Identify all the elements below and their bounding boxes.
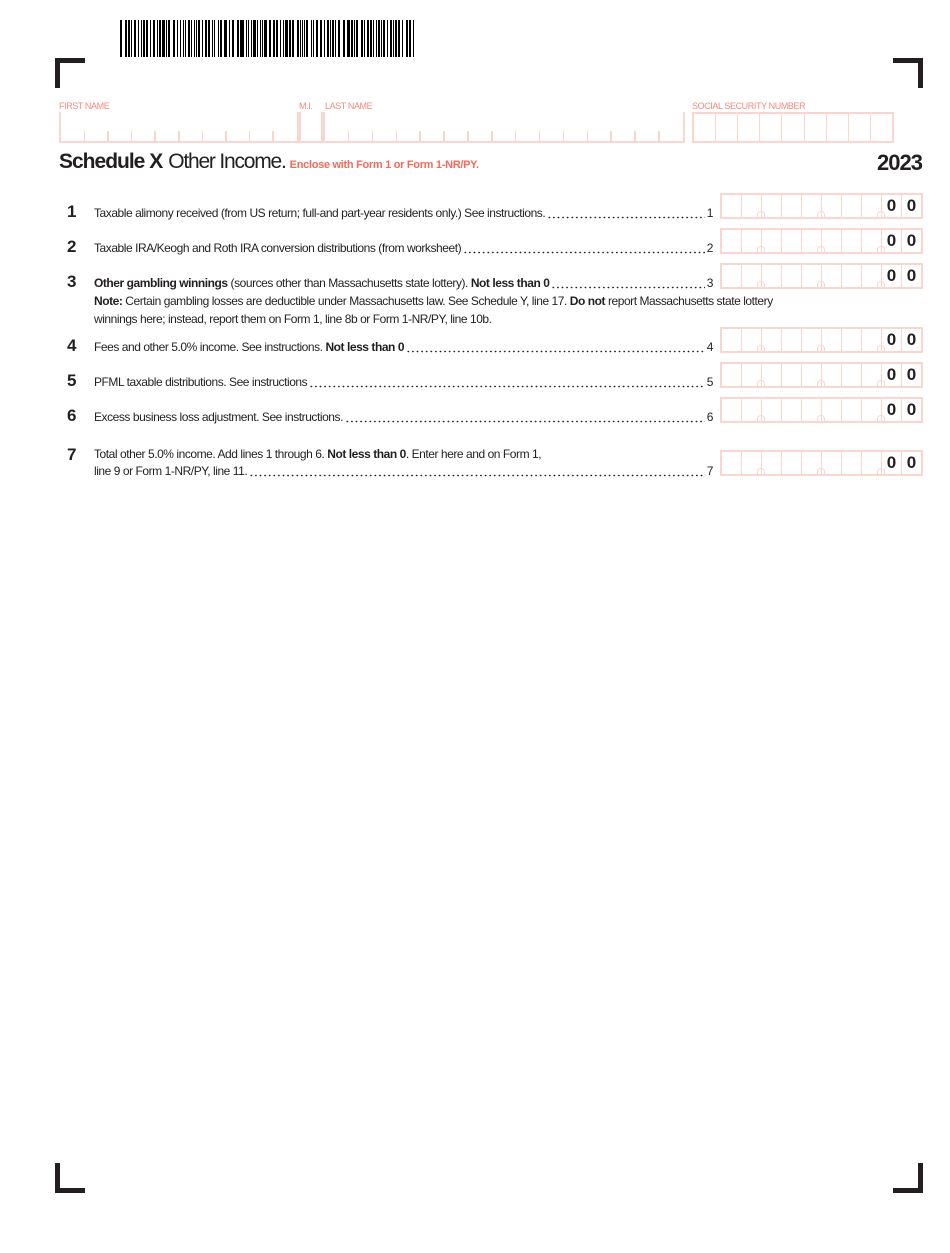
amount-digit-cell <box>782 265 802 287</box>
amount-digit-cell <box>802 265 822 287</box>
barcode-bar <box>398 20 400 57</box>
barcode-bar <box>128 20 129 57</box>
barcode-bar <box>162 20 164 57</box>
corner-mark-br <box>918 1163 923 1193</box>
schedule-subtitle: Other Income. <box>168 150 286 173</box>
barcode-bar <box>413 20 414 57</box>
barcode-bar <box>409 20 410 57</box>
barcode-bar <box>237 20 238 57</box>
text: Excess business loss adjustment. See instructions. <box>94 410 343 424</box>
barcode-bar <box>218 20 219 57</box>
line-text <box>94 338 713 356</box>
field-divider <box>467 131 469 141</box>
barcode-bar <box>283 20 284 57</box>
barcode-bar <box>381 20 382 57</box>
amount-digit-cell <box>842 399 862 421</box>
amount-digit-cell <box>842 364 862 386</box>
line-reference: 7 <box>706 464 713 478</box>
first-name-field[interactable] <box>59 112 299 143</box>
amount-digit-cell <box>802 195 822 217</box>
barcode-bar <box>300 20 301 57</box>
line-number: 7 <box>67 445 77 464</box>
ssn-digit-cell <box>760 114 782 141</box>
barcode-bar <box>378 20 379 57</box>
amount-digit-cell <box>842 195 862 217</box>
barcode-bar <box>146 20 148 57</box>
bold-text: Other gambling winnings <box>94 276 228 290</box>
barcode-bar <box>332 20 334 57</box>
barcode-bar <box>159 20 161 57</box>
amount-digit-cell <box>822 364 842 386</box>
leader-dots <box>249 462 705 480</box>
barcode-bar <box>191 20 192 57</box>
amount-digit-cell <box>782 329 802 351</box>
field-divider <box>249 131 251 141</box>
barcode-bar <box>264 20 266 57</box>
barcode-bar <box>364 20 365 57</box>
ssn-digit-cell <box>716 114 738 141</box>
amount-digit-cell <box>802 329 822 351</box>
barcode-bar <box>373 20 374 57</box>
barcode-bar <box>387 20 388 57</box>
barcode-bar <box>311 20 312 57</box>
amount-digit-cell <box>722 195 742 217</box>
amount-digit-cell <box>782 399 802 421</box>
line-number: 2 <box>67 237 77 256</box>
ssn-digit-cell <box>738 114 760 141</box>
cents-digit: 0 <box>906 231 917 250</box>
ssn-digit-cell <box>782 114 804 141</box>
barcode-bar <box>406 20 407 57</box>
barcode-bar <box>232 20 234 57</box>
barcode-bar <box>173 20 174 57</box>
barcode-bar <box>180 20 181 57</box>
amount-digit-cell <box>822 452 842 474</box>
last-name-field[interactable] <box>323 112 685 143</box>
cents-digit: 0 <box>882 399 902 421</box>
amount-digit-cell <box>822 195 842 217</box>
line-text-first <box>94 445 541 463</box>
barcode-bar <box>134 20 135 57</box>
amount-digit-cell <box>842 452 862 474</box>
line-text <box>94 239 713 257</box>
field-divider <box>634 131 636 141</box>
field-divider <box>202 131 204 141</box>
cents-digit: 0 <box>906 400 917 419</box>
line-description <box>94 274 549 292</box>
barcode-bar <box>262 20 263 57</box>
barcode-bar <box>273 20 275 57</box>
line-description <box>94 204 545 222</box>
amount-digit-cell <box>722 399 742 421</box>
barcode-bar <box>289 20 291 57</box>
field-divider <box>419 131 421 141</box>
barcode-bar <box>269 20 270 57</box>
amount-field-line-7[interactable] <box>720 450 923 476</box>
barcode-bar <box>131 20 132 57</box>
text: Certain gambling losses are deductible under Massachusetts law. See Schedule Y, line 17. <box>122 294 570 308</box>
amount-digit-cell <box>802 399 822 421</box>
field-divider <box>178 131 180 141</box>
barcode-bar <box>280 20 281 57</box>
bold-text: Not less than 0 <box>325 340 405 354</box>
mi-label: M.I. <box>299 101 313 111</box>
amount-digit-cell <box>762 399 782 421</box>
bold-text: Not less than 0 <box>327 447 406 461</box>
barcode-bar <box>150 20 151 57</box>
field-divider <box>539 131 541 141</box>
barcode-bar <box>354 20 355 57</box>
text: Taxable alimony received (from US return; full-and part-year residents only.) See instructions. <box>94 206 546 220</box>
field-divider <box>658 131 660 141</box>
amount-field-line-6[interactable] <box>720 397 923 423</box>
amount-digit-cell <box>862 452 882 474</box>
field-divider <box>515 131 517 141</box>
barcode-bar <box>407 20 408 57</box>
amount-digit-cell <box>722 230 742 252</box>
amount-digit-cell <box>762 452 782 474</box>
cents-digit: 0 <box>882 452 902 474</box>
field-divider <box>225 131 227 141</box>
line-text <box>94 373 713 391</box>
amount-digit-cell <box>762 265 782 287</box>
amount-field-line-3[interactable] <box>720 263 923 289</box>
leader-dots <box>309 373 705 391</box>
amount-digit-cell <box>742 195 762 217</box>
bold-text: Do not <box>569 294 606 308</box>
barcode-bar <box>253 20 255 57</box>
cents-digit: 0 <box>906 266 917 285</box>
line-number: 6 <box>67 406 77 425</box>
amount-digit-cell <box>862 329 882 351</box>
barcode-bar <box>208 20 210 57</box>
barcode-bar <box>202 20 203 57</box>
barcode-bar <box>327 20 329 57</box>
line-reference: 1 <box>706 206 713 220</box>
barcode-bar <box>157 20 158 57</box>
barcode-bar <box>251 20 252 57</box>
amount-digit-cell <box>862 195 882 217</box>
line-text <box>94 408 713 426</box>
text: report Massachusetts state lottery <box>605 294 773 308</box>
amount-digit-cell <box>742 265 762 287</box>
field-divider <box>491 131 493 141</box>
leader-dots <box>547 204 705 222</box>
field-divider <box>563 131 565 141</box>
field-divider <box>107 131 109 141</box>
barcode-bar <box>260 20 261 57</box>
amount-digit-cell <box>742 364 762 386</box>
barcode-bar <box>324 20 325 57</box>
line-reference: 3 <box>706 276 713 290</box>
bold-text: Note: <box>94 294 123 308</box>
amount-digit-cell <box>842 230 862 252</box>
barcode-bar <box>241 20 243 57</box>
line-description <box>94 462 247 480</box>
barcode-bar <box>229 20 230 57</box>
enclose-instruction: Enclose with Form 1 or Form 1-NR/PY. <box>289 159 479 171</box>
barcode-bar <box>188 20 189 57</box>
amount-digit-cell <box>742 399 762 421</box>
schedule-name: Schedule X <box>59 150 163 173</box>
field-divider <box>84 131 86 141</box>
line-reference: 5 <box>706 375 713 389</box>
field-divider <box>348 131 350 141</box>
amount-digit-cell <box>722 364 742 386</box>
leader-dots <box>551 274 704 292</box>
amount-digit-cell <box>762 195 782 217</box>
amount-digit-cell <box>782 230 802 252</box>
barcode-bar <box>185 20 186 57</box>
text: Taxable IRA/Keogh and Roth IRA conversion distributions (from worksheet) <box>94 241 462 255</box>
barcode-bar <box>125 20 127 57</box>
barcode-bar <box>320 20 322 57</box>
barcode-bar <box>166 20 167 57</box>
corner-mark-tr <box>918 58 923 88</box>
field-divider <box>610 131 612 141</box>
amount-field-line-1[interactable] <box>720 193 923 219</box>
barcode-bar <box>143 20 145 57</box>
barcode-bar <box>297 20 299 57</box>
ssn-field[interactable] <box>692 112 894 143</box>
barcode-bar <box>270 20 271 57</box>
amount-digit-cell <box>842 265 862 287</box>
amount-digit-cell <box>862 265 882 287</box>
page-title <box>59 150 479 174</box>
barcode-bar <box>212 20 213 57</box>
field-divider <box>131 131 133 141</box>
barcode-bar <box>316 20 317 57</box>
barcode-bar <box>285 20 287 57</box>
ssn-digit-cell <box>827 114 849 141</box>
amount-digit-cell <box>862 364 882 386</box>
barcode-bar <box>361 20 363 57</box>
field-divider <box>272 131 274 141</box>
barcode-bar <box>153 20 154 57</box>
last-name-label: LAST NAME <box>325 101 373 111</box>
barcode-bar <box>141 20 142 57</box>
line-note-cont: winnings here; instead, report them on Form 1, line 8b or Form 1-NR/PY, line 10b. <box>94 312 492 326</box>
barcode-bar <box>376 20 377 57</box>
text: . Enter here and on Form 1, <box>405 447 542 461</box>
barcode <box>120 20 415 57</box>
amount-digit-cell <box>762 230 782 252</box>
barcode-bar <box>120 20 122 57</box>
barcode-bar <box>194 20 195 57</box>
line-note <box>94 292 773 310</box>
barcode-bar <box>248 20 249 57</box>
barcode-bar <box>205 20 207 57</box>
ssn-digit-cell <box>694 114 716 141</box>
ssn-digit-cell <box>805 114 827 141</box>
corner-mark-bl <box>55 1163 60 1193</box>
amount-digit-cell <box>822 399 842 421</box>
cents-digit: 0 <box>906 365 917 384</box>
cents-digit: 0 <box>882 195 902 217</box>
barcode-bar <box>183 20 184 57</box>
line-text <box>94 204 713 222</box>
amount-digit-cell <box>762 329 782 351</box>
bold-text: Not less than 0 <box>470 276 550 290</box>
barcode-bar <box>198 20 200 57</box>
amount-field-line-5[interactable] <box>720 362 923 388</box>
barcode-bar <box>246 20 247 57</box>
barcode-bar <box>276 20 277 57</box>
field-divider <box>396 131 398 141</box>
leader-dots <box>345 408 705 426</box>
text: line 9 or Form 1-NR/PY, line 11. <box>94 464 248 478</box>
barcode-bar <box>393 20 394 57</box>
leader-dots <box>406 338 705 356</box>
line-text <box>94 274 713 292</box>
barcode-bar <box>214 20 215 57</box>
text: Total other 5.0% income. Add lines 1 through 6. <box>94 447 328 461</box>
amount-digit-cell <box>802 230 822 252</box>
barcode-bar <box>168 20 170 57</box>
barcode-bar <box>304 20 305 57</box>
barcode-bar <box>347 20 349 57</box>
cents-digit: 0 <box>882 230 902 252</box>
field-divider <box>443 131 445 141</box>
line-number: 5 <box>67 371 77 390</box>
amount-digit-cell <box>802 364 822 386</box>
cents-digit: 0 <box>906 330 917 349</box>
amount-digit-cell <box>742 230 762 252</box>
text: PFML taxable distributions. See instructions <box>94 375 308 389</box>
field-divider <box>154 131 156 141</box>
barcode-bar <box>240 20 241 57</box>
barcode-bar <box>367 20 368 57</box>
amount-digit-cell <box>762 364 782 386</box>
text: Fees and other 5.0% income. See instructions. <box>94 340 326 354</box>
barcode-bar <box>220 20 222 57</box>
barcode-bar <box>395 20 396 57</box>
tax-year: 2023 <box>877 150 922 175</box>
amount-digit-cell <box>722 452 742 474</box>
amount-digit-cell <box>822 329 842 351</box>
line-number: 4 <box>67 336 77 355</box>
barcode-bar <box>338 20 340 57</box>
amount-digit-cell <box>802 452 822 474</box>
amount-digit-cell <box>842 329 862 351</box>
barcode-bar <box>177 20 178 57</box>
line-description <box>94 408 343 426</box>
amount-digit-cell <box>862 399 882 421</box>
barcode-bar <box>292 20 294 57</box>
barcode-bar <box>390 20 391 57</box>
field-divider <box>587 131 589 141</box>
barcode-bar <box>343 20 345 57</box>
cents-digit: 0 <box>882 364 902 386</box>
cents-digit: 0 <box>882 329 902 351</box>
barcode-bar <box>306 20 308 57</box>
text: (sources other than Massachusetts state lottery). <box>227 276 471 290</box>
barcode-bar <box>302 20 303 57</box>
amount-digit-cell <box>742 452 762 474</box>
amount-field-line-4[interactable] <box>720 327 923 353</box>
cents-digit: 0 <box>906 453 917 472</box>
line-reference: 4 <box>706 340 713 354</box>
cents-digit: 0 <box>906 196 917 215</box>
amount-digit-cell <box>862 230 882 252</box>
barcode-bar <box>383 20 384 57</box>
barcode-bar <box>330 20 331 57</box>
line-text <box>94 462 713 480</box>
ssn-digit-cell <box>871 114 892 141</box>
amount-digit-cell <box>722 265 742 287</box>
amount-digit-cell <box>822 265 842 287</box>
barcode-bar <box>370 20 372 57</box>
barcode-bar <box>196 20 197 57</box>
amount-digit-cell <box>822 230 842 252</box>
amount-digit-cell <box>782 195 802 217</box>
barcode-bar <box>224 20 226 57</box>
barcode-bar <box>138 20 139 57</box>
ssn-label: SOCIAL SECURITY NUMBER <box>692 101 806 111</box>
middle-initial-field[interactable] <box>299 112 323 143</box>
ssn-digit-cell <box>849 114 871 141</box>
barcode-bar <box>356 20 357 57</box>
barcode-bar <box>313 20 314 57</box>
barcode-bar <box>335 20 336 57</box>
line-number: 3 <box>67 272 77 291</box>
first-name-label: FIRST NAME <box>59 101 110 111</box>
line-description <box>94 338 404 356</box>
line-reference: 6 <box>706 410 713 424</box>
leader-dots <box>463 239 705 257</box>
line-description <box>94 239 461 257</box>
amount-digit-cell <box>722 329 742 351</box>
field-divider <box>372 131 374 141</box>
barcode-bar <box>257 20 258 57</box>
line-description <box>94 373 307 391</box>
line-reference: 2 <box>706 241 713 255</box>
barcode-bar <box>402 20 403 57</box>
corner-mark-tl <box>55 58 60 88</box>
barcode-bar <box>351 20 353 57</box>
amount-digit-cell <box>742 329 762 351</box>
amount-digit-cell <box>782 452 802 474</box>
line-number: 1 <box>67 202 77 221</box>
amount-digit-cell <box>782 364 802 386</box>
cents-digit: 0 <box>882 265 902 287</box>
amount-field-line-2[interactable] <box>720 228 923 254</box>
